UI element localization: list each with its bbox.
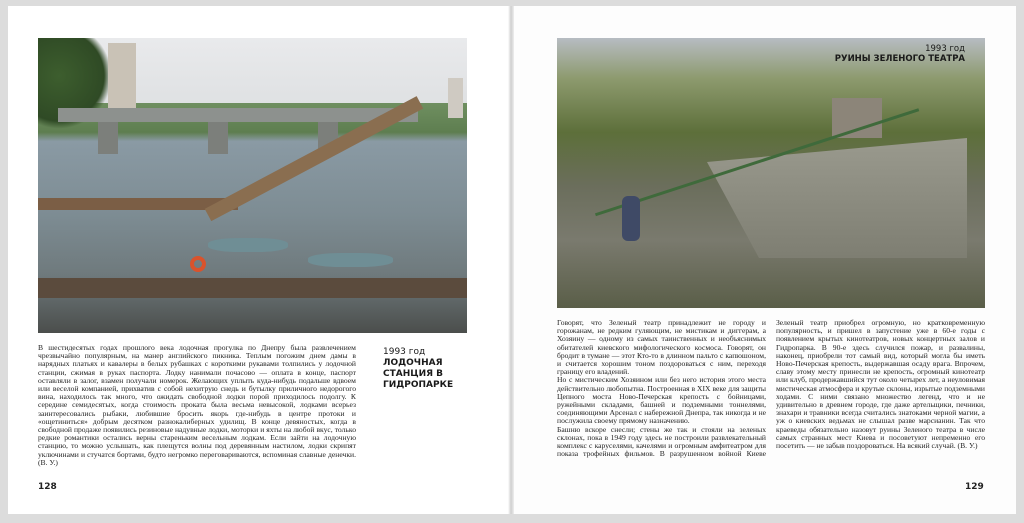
- caption-year: 1993 год: [383, 347, 426, 357]
- left-body-paragraph: В шестидесятых годах прошлого века лодочная прогулка по Днепру была развлечением чрезвычайно популярным, на манер английского пикника. Теплым погожим днем дамы в нарядных платьях и кавалеры в белых рубашках с короткими рукавами толпились у лодочной станции, сжимая в руках паспорта. Лодку нанимали почасово — оплата в конце, паспорт оставляли в залог, взамен получали номерок. Желающих уплыть куда-нибудь подальше вдвоем или веселой компанией, прихватив с собой нехитрую снедь и бутылку приличного недорогого вина, находилось так много, что ожидать свободной лодки порой приходилось подолгу. К середине семидесятых, когда стоимость проката была весьма невысокой, лодками всерьез заинтересовались рыбаки, любившие бросить якорь где-нибудь в центре протоки и «ощетиниться» добрым десятком разнокалиберных удилищ. В конце девяностых, когда в свободной продаже появились резиновые надувные лодки, моторки и яхты на любой вкус, только редкие романтики остались верны стареньким весельным лодкам. Если зайти на лодочную станцию, то можно услышать, как плещутся волны под деревянным настилом, лодки скрипят уключинами и стучатся бортами, будто негромко переговариваются, вспоминая славные денечки. (В. У.): [38, 343, 356, 467]
- amphitheatre-steps: [707, 138, 967, 258]
- bridge-deck: [58, 108, 418, 122]
- tower-building: [108, 43, 136, 108]
- dock: [38, 278, 467, 298]
- page-number: 128: [38, 482, 57, 492]
- body-paragraph: Башню вскоре снесли; стены же так и стояли на зеленых склонах, пока в 1949 году здесь не построили развлекательный комплекс с каруселями, качелями и огромным амфитеатром для показа трофейных фильмов. В разрушенном войной Киеве Зеленый театр приобрел огромную, но кратковременную популярность, и пришел в запустение уже в 60-е годы с появлением крытых кинотеатров, новых концертных залов и Гидропарка. В 90-е здесь случился пожар, и развалины, наконец, приобрели тот самый вид, который могла бы иметь Ново-Печерская крепость, выдержавшая осаду врага. Впрочем, славу этому месту принесли не крепость, огромный кинотеатр или клуб, продержавшийся тут около четырех лет, а неуловимая мистическая атмосфера и крутые склоны, изрытые подземными ходами. С ними связано множество легенд, что и не удивительно в древнем городе, где даже артельщики, печники, знахари и травники всегда считались знатоками черной магии, а уж о киевских ведьмах не слышал разве марсианин. Так что краеведы обязательно назовут руины Зеленого театра в числе самых странных мест Киева и посоветуют непременно его посетить — не забыв поздороваться. На всякий случай. (В. У.): [557, 318, 985, 459]
- bridge-pillar: [208, 122, 228, 154]
- bridge-pillar: [98, 122, 118, 154]
- boat: [208, 238, 288, 252]
- boat-station-photo: [38, 38, 467, 333]
- caption-title: РУИНЫ ЗЕЛЕНОГО ТЕАТРА: [834, 54, 965, 64]
- caption-year: 1993 год: [925, 44, 965, 54]
- caption-title: ЛОДОЧНАЯ СТАНЦИЯ В ГИДРОПАРКЕ: [383, 358, 454, 390]
- boat: [308, 253, 393, 267]
- left-article-text: [38, 344, 356, 467]
- book-gutter: [508, 6, 514, 514]
- building: [448, 78, 463, 118]
- right-photo-caption: [785, 44, 965, 64]
- body-paragraph: Говорят, что Зеленый театр принадлежит не городу и горожанам, не редким гуляющим, не мистикам и диггерам, а Хозяину — одному из самых таинственных и необъяснимых обитателей киевского мифологического космоса. Говорят, он бродит в тумане — этот Кто-то в длинном пальто с капюшоном, и считается хорошим тоном поздороваться с ним, переходя границу его владений.: [557, 318, 766, 377]
- person: [622, 196, 640, 241]
- green-theatre-ruins-photo: [557, 38, 985, 308]
- left-photo-caption: [383, 347, 467, 391]
- body-paragraph: Но с мистическим Хозяином или без него история этого места действительно любопытна. Построенная в XIX веке для защиты Цепного моста Ново-Печерская крепость с бойницами, ружейными складами, башней и подземными тоннелями, соединяющими Арсенал с набережной Днепра, так никогда и не послужила своему прямому назначению.: [557, 375, 766, 426]
- right-article-text: [557, 319, 985, 458]
- page-number: 129: [965, 482, 984, 492]
- lifebuoy: [190, 256, 206, 272]
